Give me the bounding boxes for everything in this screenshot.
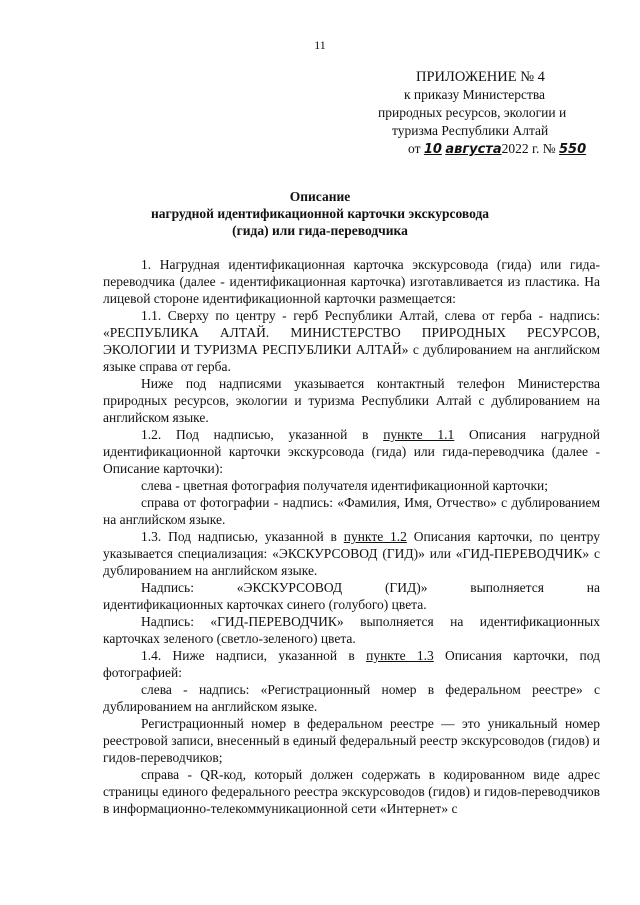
appendix-title: ПРИЛОЖЕНИЕ № 4	[416, 69, 545, 85]
appendix-header	[378, 68, 608, 159]
title-line-1: Описание	[289, 189, 351, 204]
date-day: 10	[423, 142, 442, 157]
appendix-line-1: к приказу Министерства	[404, 87, 546, 102]
paragraph-1: 1. Нагрудная идентификационная карточка экскурсовода (гида) или гида-переводчика (далее - идентификационная карточка) изготавливается из пластика. На лицевой стороне идентификационной карточки размещается:	[103, 257, 600, 306]
title-line-2: нагрудной идентификационной карточки экскурсовода	[150, 206, 490, 221]
paragraph-right-qr: справа - QR-код, который должен содержать в кодированном виде адрес страницы единого федерального реестра экскурсоводов (гидов) и гидов-переводчиков в информационно-телекоммуникационной сети «Интернет» с	[103, 767, 600, 816]
appendix-line-2: природных ресурсов, экологии и	[378, 105, 567, 120]
paragraph-1-4: 1.4. Ниже надписи, указанной в пункте 1.3 Описания карточки, под фотографией:	[103, 648, 600, 680]
title-line-3: (гида) или гида-переводчика	[232, 223, 408, 238]
paragraph-1-2: 1.2. Под надписью, указанной в пункте 1.1 Описания нагрудной идентификационной карточки экскурсовода (гида) или гида-переводчика (далее - Описание карточки):	[103, 427, 601, 476]
paragraph-guide-label-row: Надпись: «ЭКСКУРСОВОД (ГИД)» выполняется на	[141, 580, 600, 595]
document-title	[0, 188, 640, 239]
order-number: 550	[559, 142, 587, 157]
document-body	[103, 256, 600, 817]
paragraph-right-name: справа от фотографии - надпись: «Фамилия, Имя, Отчество» с дублированием на английском языке.	[103, 495, 600, 527]
paragraph-guide-label-rest: идентификационных карточках синего (голубого) цвета.	[103, 597, 427, 612]
link-item-1-2[interactable]: пункте 1.2	[343, 529, 407, 544]
paragraph-translator-label: Надпись: «ГИД-ПЕРЕВОДЧИК» выполняется на идентификационных карточках зеленого (светло-зеленого) цвета.	[103, 614, 600, 646]
date-year: 2022 г. №	[501, 141, 556, 156]
link-item-1-3[interactable]: пункте 1.3	[366, 648, 434, 663]
date-prefix: от	[408, 141, 421, 156]
appendix-date-line	[378, 140, 608, 159]
paragraph-regnum-definition: Регистрационный номер в федеральном реестре — это уникальный номер реестровой записи, внесенный в единый федеральный реестр экскурсоводов (гидов) и гидов-переводчиков;	[103, 716, 600, 765]
paragraph-left-regnum: слева - надпись: «Регистрационный номер в федеральном реестре» с дублированием на английском языке.	[103, 682, 600, 714]
paragraph-1-1: 1.1. Сверху по центру - герб Республики Алтай, слева от герба - надпись: «РЕСПУБЛИКА АЛТАЙ. МИНИСТЕРСТВО ПРИРОДНЫХ РЕСУРСОВ, ЭКОЛОГИИ И ТУРИЗМА РЕСПУБЛИКИ АЛТАЙ» с дублированием на английском языке справа от герба.	[103, 308, 600, 374]
date-month: августа	[445, 142, 502, 157]
appendix-line-3: туризма Республики Алтай	[392, 123, 549, 138]
paragraph-contact: Ниже под надписями указывается контактный телефон Министерства природных ресурсов, экологии и туризма Республики Алтай с дублированием на английском языке.	[103, 376, 600, 425]
paragraph-left-photo: слева - цветная фотография получателя идентификационной карточки;	[141, 478, 549, 493]
link-item-1-1[interactable]: пункте 1.1	[383, 427, 455, 442]
paragraph-1-3: 1.3. Под надписью, указанной в пункте 1.2 Описания карточки, по центру указывается специализация: «ЭКСКУРСОВОД (ГИД)» или «ГИД-ПЕРЕВОДЧИК» с дублированием на английском языке.	[103, 529, 601, 578]
page-number: 11	[314, 38, 326, 52]
